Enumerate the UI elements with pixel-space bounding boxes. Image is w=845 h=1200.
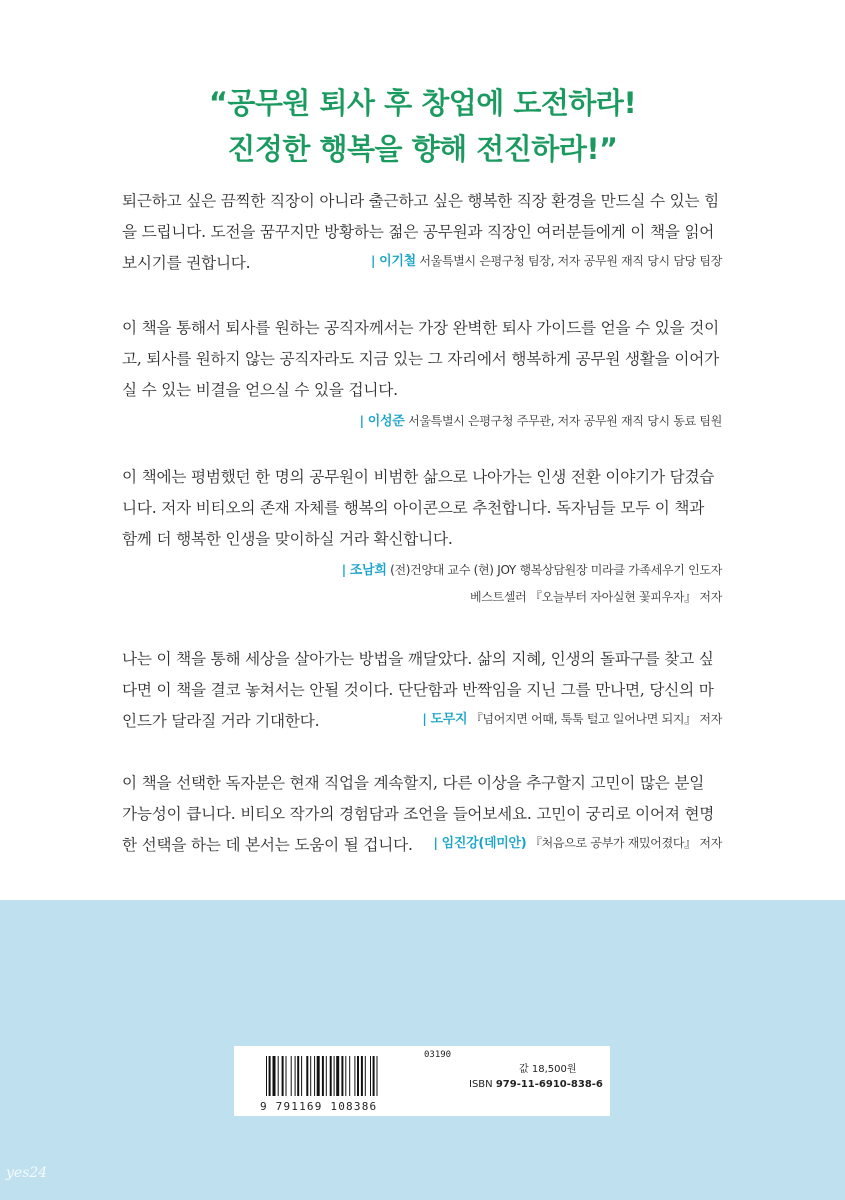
endorser-role: 『처음으로 공부가 재밌어졌다』 저자 <box>529 836 722 850</box>
endorsement-2 <box>122 313 722 435</box>
headline-line-1: “공무원 퇴사 후 창업에 도전하라! <box>208 86 637 120</box>
endorsement-attribution: | 도무지 『넘어지면 어때, 툭툭 털고 일어나면 되지』 저자 <box>422 712 722 727</box>
barcode-panel <box>234 1046 610 1116</box>
endorser-role: 『넘어지면 어때, 툭툭 털고 일어나면 되지』 저자 <box>470 712 722 726</box>
headline <box>0 80 845 172</box>
watermark: yes24 <box>6 1165 48 1181</box>
endorsement-text: 나는 이 책을 통해 세상을 살아가는 방법을 깨달았다. 삶의 지혜, 인생의 돌파구를 찾고 싶 다면 이 책을 결코 놓쳐서는 안될 것이다. 단단함과 반짝임을 지닌 그를 만나면, 당신의 마 | 도무지 『넘어지면 어때, 툭툭 털고 일어나면 되지』 저자 인드가 달라질 거라 기대한다. <box>122 644 722 737</box>
endorsement-3 <box>122 462 722 610</box>
endorsement-attribution: | 이기철 서울특별시 은평구청 팀장, 저자 공무원 재직 당시 담당 팀장 <box>370 254 722 269</box>
endorsement-1 <box>122 186 722 279</box>
endorser-role-line-2: 베스트셀러 『오늘부터 자아실현 꽃피우자』 저자 <box>469 590 722 604</box>
endorser-role: 서울특별시 은평구청 주무관, 저자 공무원 재직 당시 동료 팀원 <box>408 414 722 428</box>
barcode-image <box>266 1056 416 1100</box>
endorser-name: 임진강(데미안) <box>441 836 527 851</box>
isbn-label: ISBN 979-11-6910-838-6 <box>469 1079 603 1090</box>
endorser-role: (전)건양대 교수 (현) JOY 행복상담원장 미라클 가족세우기 인도자 <box>390 563 722 577</box>
isbn-number: 979-11-6910-838-6 <box>495 1079 603 1090</box>
endorsement-text: 이 책을 선택한 독자분은 현재 직업을 계속할지, 다른 이상을 추구할지 고민이 많은 분일 가능성이 큽니다. 비티오 작가의 경험담과 조언을 들어보세요. 고민이 궁리로 이어져 현명 | 임진강(데미안) 『처음으로 공부가 재밌어졌다』 저자 한 선택을 하는 데 본서는 도움이 될 겁니다. <box>122 768 722 861</box>
endorser-name: 이성준 <box>367 414 405 429</box>
headline-line-2: 진정한 행복을 향해 전진하라!” <box>227 132 618 166</box>
endorsement-text: 퇴근하고 싶은 끔찍한 직장이 아니라 출근하고 싶은 행복한 직장 환경을 만드실 수 있는 힘 을 드립니다. 도전을 꿈꾸지만 방황하는 젊은 공무원과 직장인 여러분들에게 이 책을 읽어 | 이기철 서울특별시 은평구청 팀장, 저자 공무원 재직 당시 담당 팀장 보시기를 권합니다. <box>122 186 722 279</box>
endorser-name: 도무지 <box>430 712 468 727</box>
endorsement-attribution: | 조남희 (전)건양대 교수 (현) JOY 행복상담원장 미라클 가족세우기 인도자 <box>341 563 722 578</box>
endorser-name: 조남희 <box>349 563 387 578</box>
price-label: 값 18,500원 <box>519 1064 577 1075</box>
endorsement-attribution: | 임진강(데미안) 『처음으로 공부가 재밌어졌다』 저자 <box>433 836 722 851</box>
endorsement-4 <box>122 644 722 737</box>
barcode-digits: 9 791169 108386 <box>260 1100 378 1113</box>
endorsement-5 <box>122 768 722 861</box>
endorsement-text: 이 책에는 평범했던 한 명의 공무원이 비범한 삶으로 나아가는 인생 전환 이야기가 담겼습 니다. 저자 비티오의 존재 자체를 행복의 아이콘으로 추천합니다. 독자님들 모두 이 책과 함께 더 행복한 인생을 맞이하실 거라 확신합니다. <box>122 468 715 548</box>
endorser-name: 이기철 <box>379 254 416 269</box>
endorser-role: 서울특별시 은평구청 팀장, 저자 공무원 재직 당시 담당 팀장 <box>419 254 722 268</box>
endorsement-attribution: | 이성준 서울특별시 은평구청 주무관, 저자 공무원 재직 당시 동료 팀원 <box>359 414 722 429</box>
endorsement-text: 이 책을 통해서 퇴사를 원하는 공직자께서는 가장 완벽한 퇴사 가이드를 얻을 수 있을 것이 고, 퇴사를 원하지 않는 공직자라도 지금 있는 그 자리에서 행복하게 공무원 생활을 이어가 실 수 있는 비결을 얻으실 수 있을 겁니다. <box>122 319 719 399</box>
addon-code: 03190 <box>424 1050 452 1060</box>
